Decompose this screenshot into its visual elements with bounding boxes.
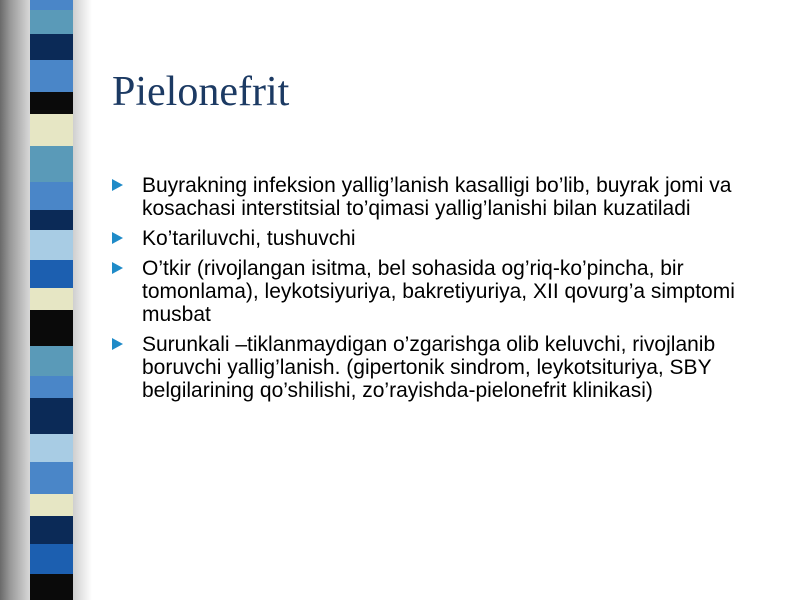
bullet-text: Ko’tariluvchi, tushuvchi <box>142 227 356 250</box>
bullet-item <box>112 333 772 402</box>
bullet-text: Buyrakning infeksion yallig’lanish kasalligi bo’lib, buyrak jomi va kosachasi interstitsial to’qimasi yallig’lanishi bilan kuzatiladi <box>142 174 732 220</box>
triangle-bullet-icon <box>112 232 123 244</box>
triangle-bullet-icon <box>112 338 123 350</box>
stripe-block <box>30 346 73 376</box>
stripe-block <box>30 34 73 60</box>
bullet-text: Surunkali –tiklanmaydigan o’zgarishga olib keluvchi, rivojlanib boruvchi yallig’lanish. (gipertonik sindrom, leykotsituriya, SBY belgilarining qo’shilishi, zo’rayishda-pielonefrit klinikasi) <box>142 333 716 402</box>
band-highlight <box>73 0 92 600</box>
bullet-item <box>112 174 772 220</box>
stripe-block <box>30 544 73 574</box>
triangle-bullet-icon <box>112 262 123 274</box>
stripe-block <box>30 230 73 260</box>
stripe-block <box>30 146 73 182</box>
stripe-column <box>30 0 73 600</box>
stripe-block <box>30 260 73 288</box>
stripe-block <box>30 494 73 516</box>
slide-title: Pielonefrit <box>112 69 290 115</box>
stripe-block <box>30 462 73 494</box>
bullet-text: O’tkir (rivojlangan isitma, bel sohasida og’riq-ko’pincha, bir tomonlama), leykotsiyuriya, bakretiyuriya, XII qovurg’a simptomi musbat <box>142 257 735 326</box>
stripe-block <box>30 574 73 600</box>
triangle-bullet-icon <box>112 179 123 191</box>
stripe-block <box>30 0 73 10</box>
bullet-item <box>112 227 772 250</box>
stripe-block <box>30 376 73 398</box>
stripe-block <box>30 182 73 210</box>
stripe-block <box>30 114 73 146</box>
stripe-block <box>30 92 73 114</box>
stripe-block <box>30 310 73 346</box>
band-shadow <box>0 0 30 600</box>
decorative-stripe-band <box>0 0 92 600</box>
stripe-block <box>30 434 73 462</box>
stripe-block <box>30 210 73 230</box>
stripe-block <box>30 398 73 434</box>
stripe-block <box>30 516 73 544</box>
stripe-block <box>30 60 73 92</box>
bullet-list <box>112 174 772 409</box>
stripe-block <box>30 10 73 34</box>
stripe-block <box>30 288 73 310</box>
bullet-item <box>112 257 772 326</box>
